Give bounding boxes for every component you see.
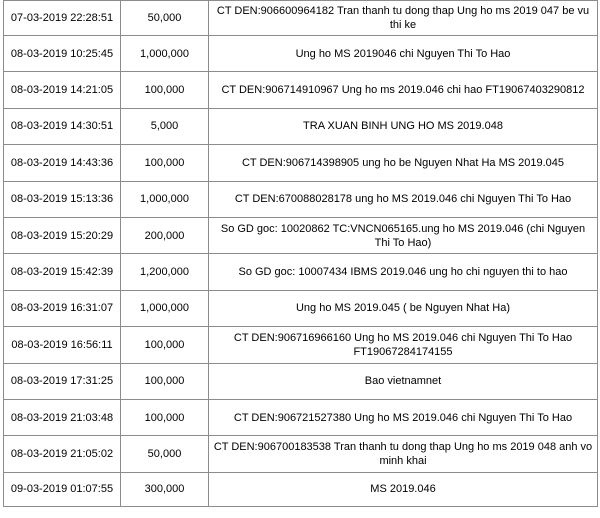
transaction-date: 08-03-2019 15:42:39 — [4, 254, 121, 290]
transaction-date: 08-03-2019 15:20:29 — [4, 217, 121, 253]
table-row — [4, 363, 598, 399]
transaction-amount: 50,000 — [121, 1, 209, 36]
transaction-amount: 200,000 — [121, 217, 209, 253]
transactions-table-body — [4, 1, 598, 507]
transaction-description: CT DEN:906600964182 Tran thanh tu dong thap Ung ho ms 2019 047 be vu thi ke — [209, 1, 598, 36]
transactions-table — [3, 0, 598, 507]
table-row — [4, 290, 598, 326]
table-row — [4, 181, 598, 217]
transaction-date: 08-03-2019 10:25:45 — [4, 36, 121, 72]
transaction-amount: 100,000 — [121, 145, 209, 181]
transaction-date: 07-03-2019 22:28:51 — [4, 1, 121, 36]
transaction-description: MS 2019.046 — [209, 472, 598, 506]
table-row — [4, 399, 598, 435]
transaction-amount: 300,000 — [121, 472, 209, 506]
transaction-date: 08-03-2019 16:31:07 — [4, 290, 121, 326]
transaction-date: 08-03-2019 14:21:05 — [4, 72, 121, 108]
transaction-amount: 100,000 — [121, 399, 209, 435]
transaction-date: 09-03-2019 01:07:55 — [4, 472, 121, 506]
transaction-amount: 1,000,000 — [121, 290, 209, 326]
transaction-description: CT DEN:906714398905 ung ho be Nguyen Nhat Ha MS 2019.045 — [209, 145, 598, 181]
transaction-description: So GD goc: 10020862 TC:VNCN065165.ung ho MS 2019.046 (chi Nguyen Thi To Hao) — [209, 217, 598, 253]
table-row — [4, 36, 598, 72]
transaction-date: 08-03-2019 14:43:36 — [4, 145, 121, 181]
transaction-description: Ung ho MS 2019.045 ( be Nguyen Nhat Ha) — [209, 290, 598, 326]
transaction-amount: 100,000 — [121, 363, 209, 399]
transaction-description: CT DEN:906721527380 Ung ho MS 2019.046 chi Nguyen Thi To Hao — [209, 399, 598, 435]
transaction-amount: 100,000 — [121, 72, 209, 108]
table-row — [4, 145, 598, 181]
transaction-amount: 1,000,000 — [121, 181, 209, 217]
transaction-description: Bao vietnamnet — [209, 363, 598, 399]
table-row — [4, 436, 598, 472]
table-row — [4, 72, 598, 108]
transaction-description: TRA XUAN BINH UNG HO MS 2019.048 — [209, 108, 598, 144]
table-row — [4, 254, 598, 290]
transaction-amount: 1,200,000 — [121, 254, 209, 290]
transaction-date: 08-03-2019 17:31:25 — [4, 363, 121, 399]
transaction-amount: 1,000,000 — [121, 36, 209, 72]
table-row — [4, 108, 598, 144]
transaction-date: 08-03-2019 16:56:11 — [4, 327, 121, 363]
table-row — [4, 472, 598, 506]
transaction-description: Ung ho MS 2019046 chi Nguyen Thi To Hao — [209, 36, 598, 72]
transaction-description: CT DEN:906714910967 Ung ho ms 2019.046 chi hao FT19067403290812 — [209, 72, 598, 108]
transaction-date: 08-03-2019 14:30:51 — [4, 108, 121, 144]
transaction-amount: 100,000 — [121, 327, 209, 363]
transaction-description: CT DEN:906716966160 Ung ho MS 2019.046 chi Nguyen Thi To Hao FT19067284174155 — [209, 327, 598, 363]
transaction-amount: 50,000 — [121, 436, 209, 472]
transaction-date: 08-03-2019 21:05:02 — [4, 436, 121, 472]
table-row — [4, 327, 598, 363]
transaction-amount: 5,000 — [121, 108, 209, 144]
table-row — [4, 1, 598, 36]
table-row — [4, 217, 598, 253]
transaction-date: 08-03-2019 21:03:48 — [4, 399, 121, 435]
transaction-description: CT DEN:906700183538 Tran thanh tu dong thap Ung ho ms 2019 048 anh vo minh khai — [209, 436, 598, 472]
transaction-description: CT DEN:670088028178 ung ho MS 2019.046 chi Nguyen Thi To Hao — [209, 181, 598, 217]
transaction-description: So GD goc: 10007434 IBMS 2019.046 ung ho chi nguyen thi to hao — [209, 254, 598, 290]
transaction-date: 08-03-2019 15:13:36 — [4, 181, 121, 217]
